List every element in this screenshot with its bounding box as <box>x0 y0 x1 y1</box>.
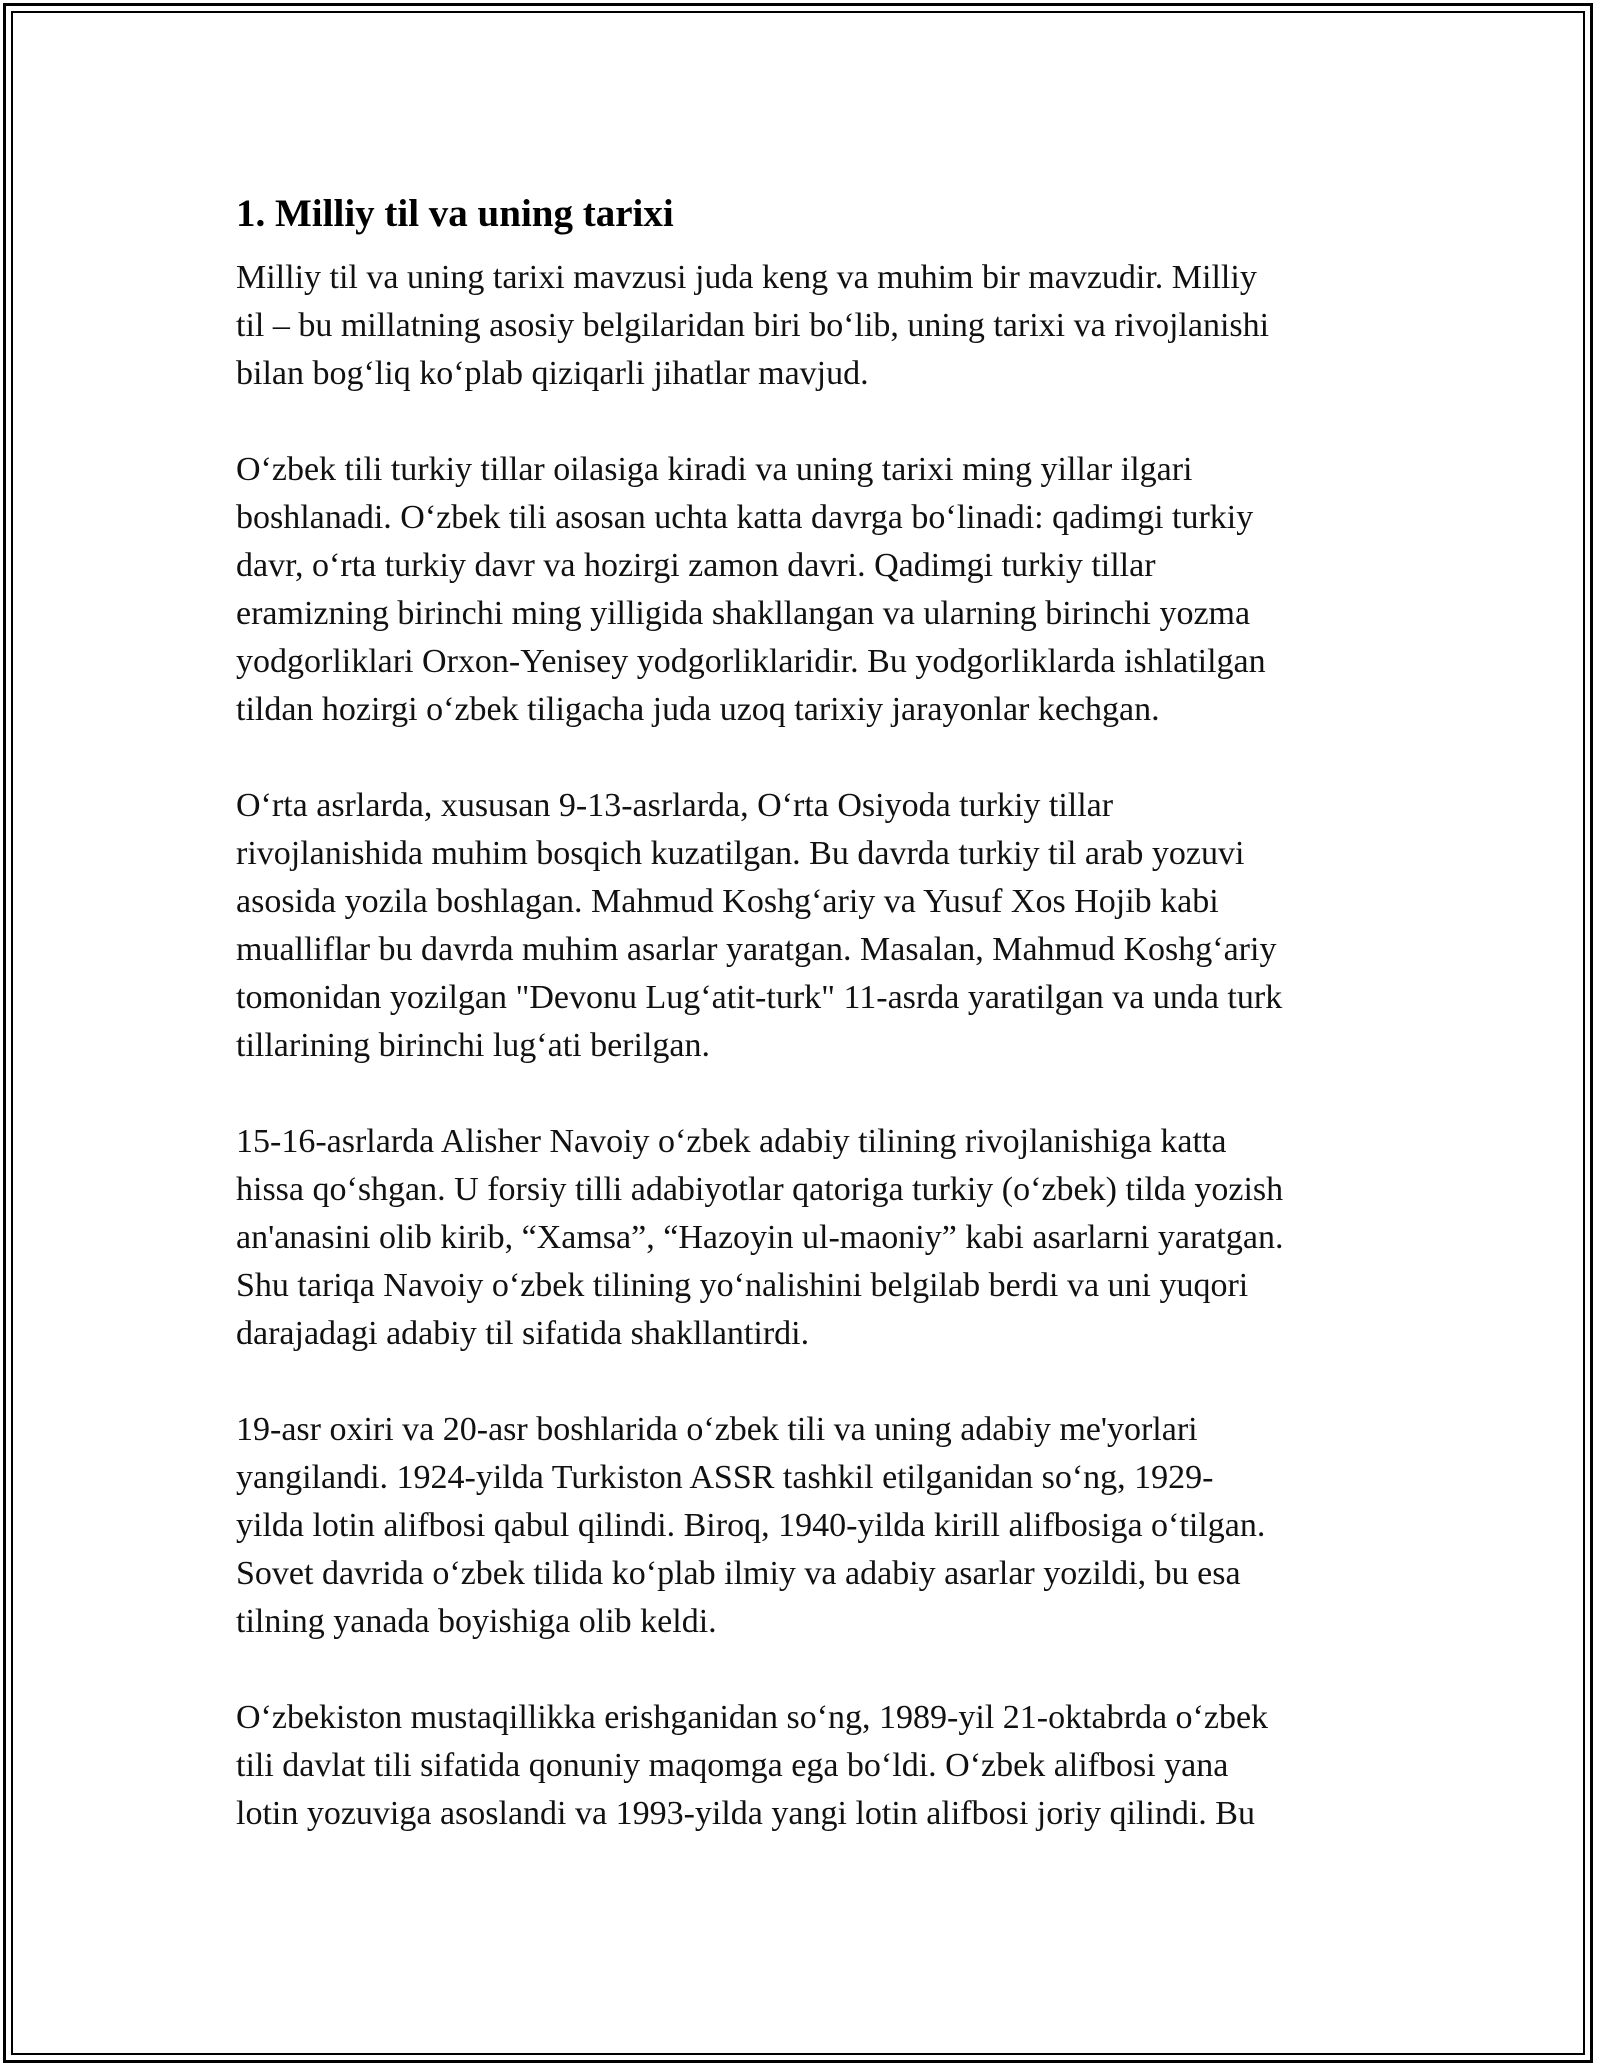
paragraph-1 <box>236 254 1376 398</box>
text-line: darajadagi adabiy til sifatida shakllantirdi. <box>236 1315 810 1352</box>
text-line: mualliflar bu davrda muhim asarlar yaratgan. Masalan, Mahmud Koshg‘ariy <box>236 931 1277 968</box>
text-line: Shu tariqa Navoiy o‘zbek tilining yo‘nalishini belgilab berdi va uni yuqori <box>236 1267 1249 1304</box>
text-line: O‘rta asrlarda, xususan 9-13-asrlarda, O‘rta Osiyoda turkiy tillar <box>236 787 1114 824</box>
text-line: rivojlanishida muhim bosqich kuzatilgan. Bu davrda turkiy til arab yozuvi <box>236 835 1245 872</box>
text-line: yangilandi. 1924-yilda Turkiston ASSR tashkil etilganidan so‘ng, 1929- <box>236 1459 1214 1496</box>
text-line: tomonidan yozilgan "Devonu Lug‘atit-turk" 11-asrda yaratilgan va unda turk <box>236 979 1283 1016</box>
text-line: tildan hozirgi o‘zbek tiligacha juda uzoq tarixiy jarayonlar kechgan. <box>236 691 1160 728</box>
text-line: tili davlat tili sifatida qonuniy maqomga ega bo‘ldi. O‘zbek alifbosi yana <box>236 1747 1229 1784</box>
text-line: til – bu millatning asosiy belgilaridan biri bo‘lib, uning tarixi va rivojlanishi <box>236 307 1270 344</box>
paragraph-5 <box>236 1406 1376 1646</box>
text-line: yilda lotin alifbosi qabul qilindi. Biroq, 1940-yilda kirill alifbosiga o‘tilgan. <box>236 1507 1266 1544</box>
text-line: O‘zbekiston mustaqillikka erishganidan so‘ng, 1989-yil 21-oktabrda o‘zbek <box>236 1699 1269 1736</box>
text-line: hissa qo‘shgan. U forsiy tilli adabiyotlar qatoriga turkiy (o‘zbek) tilda yozish <box>236 1171 1284 1208</box>
text-line: tillarining birinchi lug‘ati berilgan. <box>236 1027 710 1064</box>
paragraph-6 <box>236 1694 1376 1838</box>
text-line: asosida yozila boshlagan. Mahmud Koshg‘ariy va Yusuf Xos Hojib kabi <box>236 883 1219 920</box>
text-line: eramizning birinchi ming yilligida shakllangan va ularning birinchi yozma <box>236 595 1251 632</box>
text-line: 15-16-asrlarda Alisher Navoiy o‘zbek adabiy tilining rivojlanishiga katta <box>236 1123 1227 1160</box>
text-line: O‘zbek tili turkiy tillar oilasiga kiradi va uning tarixi ming yillar ilgari <box>236 451 1193 488</box>
paragraph-list <box>236 254 1376 1838</box>
paragraph-4 <box>236 1118 1376 1358</box>
section-heading: 1. Milliy til va uning tarixi <box>236 192 674 235</box>
paragraph-3 <box>236 782 1376 1070</box>
text-line: lotin yozuviga asoslandi va 1993-yilda yangi lotin alifbosi joriy qilindi. Bu <box>236 1795 1255 1832</box>
text-line: tilning yanada boyishiga olib keldi. <box>236 1603 717 1640</box>
text-line: an'anasini olib kirib, “Xamsa”, “Hazoyin ul-maoniy” kabi asarlarni yaratgan. <box>236 1219 1284 1256</box>
text-line: bilan bog‘liq ko‘plab qiziqarli jihatlar mavjud. <box>236 355 869 392</box>
text-line: yodgorliklari Orxon-Yenisey yodgorliklaridir. Bu yodgorliklarda ishlatilgan <box>236 643 1266 680</box>
text-line: 19-asr oxiri va 20-asr boshlarida o‘zbek tili va uning adabiy me'yorlari <box>236 1411 1198 1448</box>
paragraph-2 <box>236 446 1376 734</box>
text-line: Sovet davrida o‘zbek tilida ko‘plab ilmiy va adabiy asarlar yozildi, bu esa <box>236 1555 1241 1592</box>
text-line: boshlanadi. O‘zbek tili asosan uchta katta davrga bo‘linadi: qadimgi turkiy <box>236 499 1254 536</box>
text-line: Milliy til va uning tarixi mavzusi juda keng va muhim bir mavzudir. Milliy <box>236 259 1257 296</box>
text-line: davr, o‘rta turkiy davr va hozirgi zamon davri. Qadimgi turkiy tillar <box>236 547 1156 584</box>
document-content <box>236 186 1376 1886</box>
